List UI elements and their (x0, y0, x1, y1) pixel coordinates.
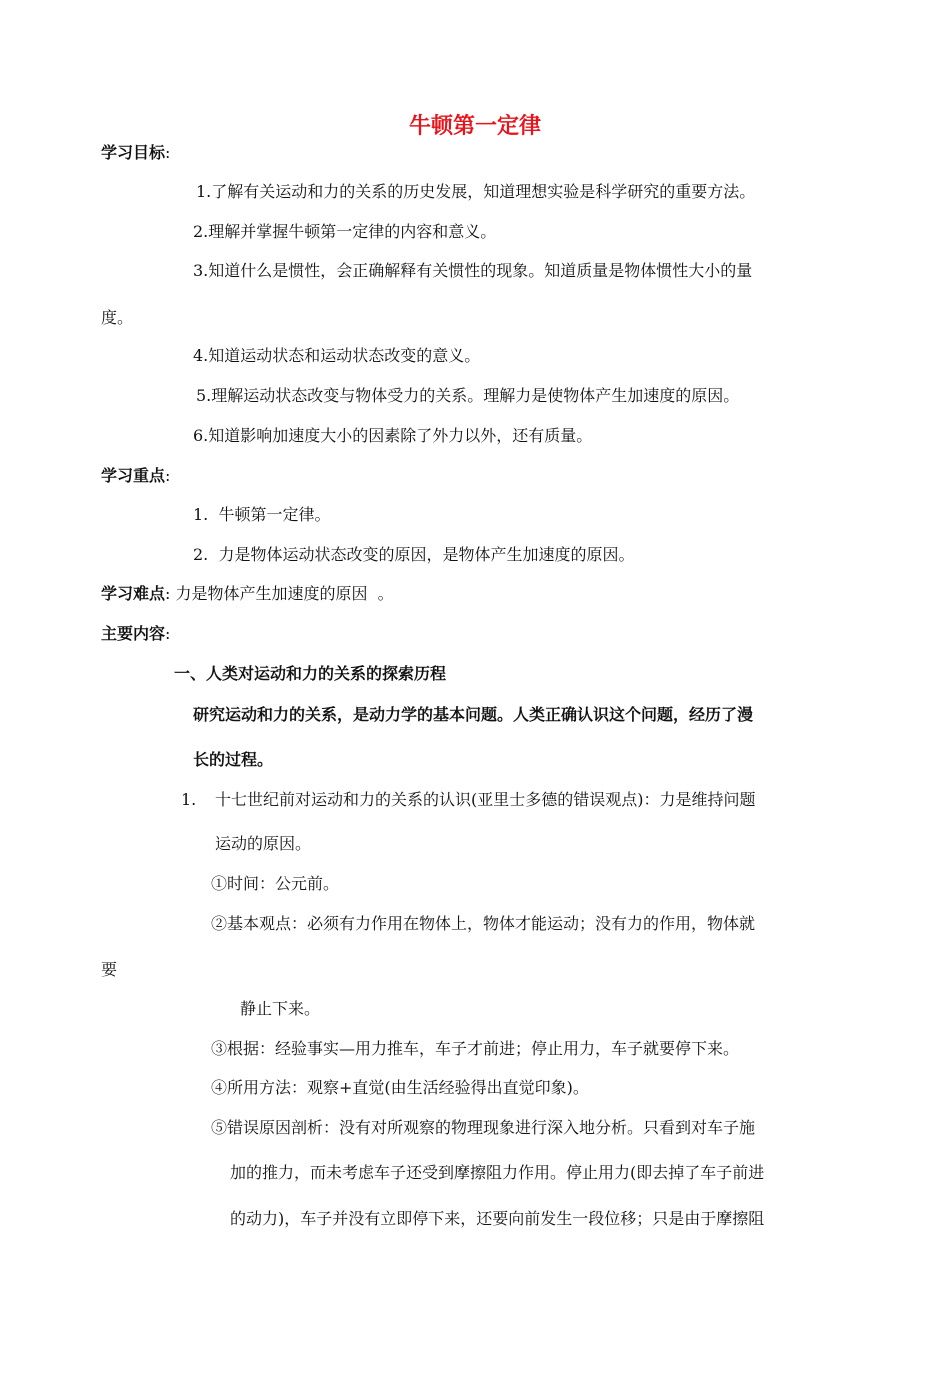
objective-item-2: 2.理解并掌握牛顿第一定律的内容和意义。 (193, 222, 497, 241)
sub-item-error-analysis-line-3: 的动力)，车子并没有立即停下来，还要向前发生一段位移；只是由于摩擦阻 (230, 1209, 765, 1228)
item-1-number: 1. (181, 790, 197, 809)
sub-item-error-analysis: ⑤错误原因剖析：没有对所观察的物理现象进行深入地分析。只看到对车子施 (211, 1118, 756, 1137)
sub-item-viewpoint: ②基本观点：必须有力作用在物体上，物体才能运动；没有力的作用，物体就 (211, 914, 756, 933)
document-title: 牛顿第一定律 (408, 114, 541, 139)
sub-item-viewpoint-end: 静止下来。 (240, 999, 321, 1018)
key-point-item-2: 2. 力是物体运动状态改变的原因，是物体产生加速度的原因。 (193, 545, 635, 564)
difficulty-line (101, 584, 394, 604)
objective-item-6: 6.知道影响加速度大小的因素除了外力以外，还有质量。 (193, 426, 593, 445)
objective-item-3-continued: 度。 (101, 308, 134, 327)
sub-item-method: ④所用方法：观察+直觉(由生活经验得出直觉印象)。 (211, 1078, 589, 1097)
objectives-label: 学习目标 (101, 143, 166, 162)
sub-item-time: ①时间：公元前。 (211, 874, 340, 893)
item-1-line-2: 运动的原因。 (215, 834, 312, 853)
main-content-heading (101, 624, 170, 644)
difficulty-text: : 力是物体产生加速度的原因 。 (165, 584, 394, 603)
sub-item-basis: ③根据：经验事实—用力推车，车子才前进；停止用力，车子就要停下来。 (211, 1039, 740, 1058)
key-points-heading (101, 466, 170, 486)
objective-item-5: 5.理解运动状态改变与物体受力的关系。理解力是使物体产生加速度的原因。 (196, 386, 740, 405)
objectives-colon: : (165, 143, 171, 162)
intro-line-1: 研究运动和力的关系，是动力学的基本问题。人类正确认识这个问题，经历了漫 (193, 705, 754, 724)
objective-item-1: 1.了解有关运动和力的关系的历史发展，知道理想实验是科学研究的重要方法。 (196, 182, 756, 201)
intro-line-2: 长的过程。 (193, 750, 274, 769)
section-1-heading: 一、人类对运动和力的关系的探索历程 (174, 664, 447, 683)
key-points-label: 学习重点 (101, 466, 166, 485)
objective-item-3: 3.知道什么是惯性，会正确解释有关惯性的现象。知道质量是物体惯性大小的量 (193, 261, 753, 280)
objectives-heading (101, 143, 170, 163)
key-points-colon: : (165, 466, 171, 485)
main-content-label: 主要内容 (101, 624, 166, 643)
difficulty-label: 学习难点 (101, 584, 166, 603)
key-point-item-1: 1. 牛顿第一定律。 (193, 505, 331, 524)
sub-item-error-analysis-line-2: 加的推力，而未考虑车子还受到摩擦阻力作用。停止用力(即去掉了车子前进 (230, 1163, 765, 1182)
main-content-colon: : (165, 624, 171, 643)
item-1-line-1: 十七世纪前对运动和力的关系的认识(亚里士多德的错误观点)：力是维持问题 (215, 790, 756, 809)
objective-item-4: 4.知道运动状态和运动状态改变的意义。 (193, 346, 481, 365)
sub-item-viewpoint-wrap: 要 (101, 960, 118, 979)
